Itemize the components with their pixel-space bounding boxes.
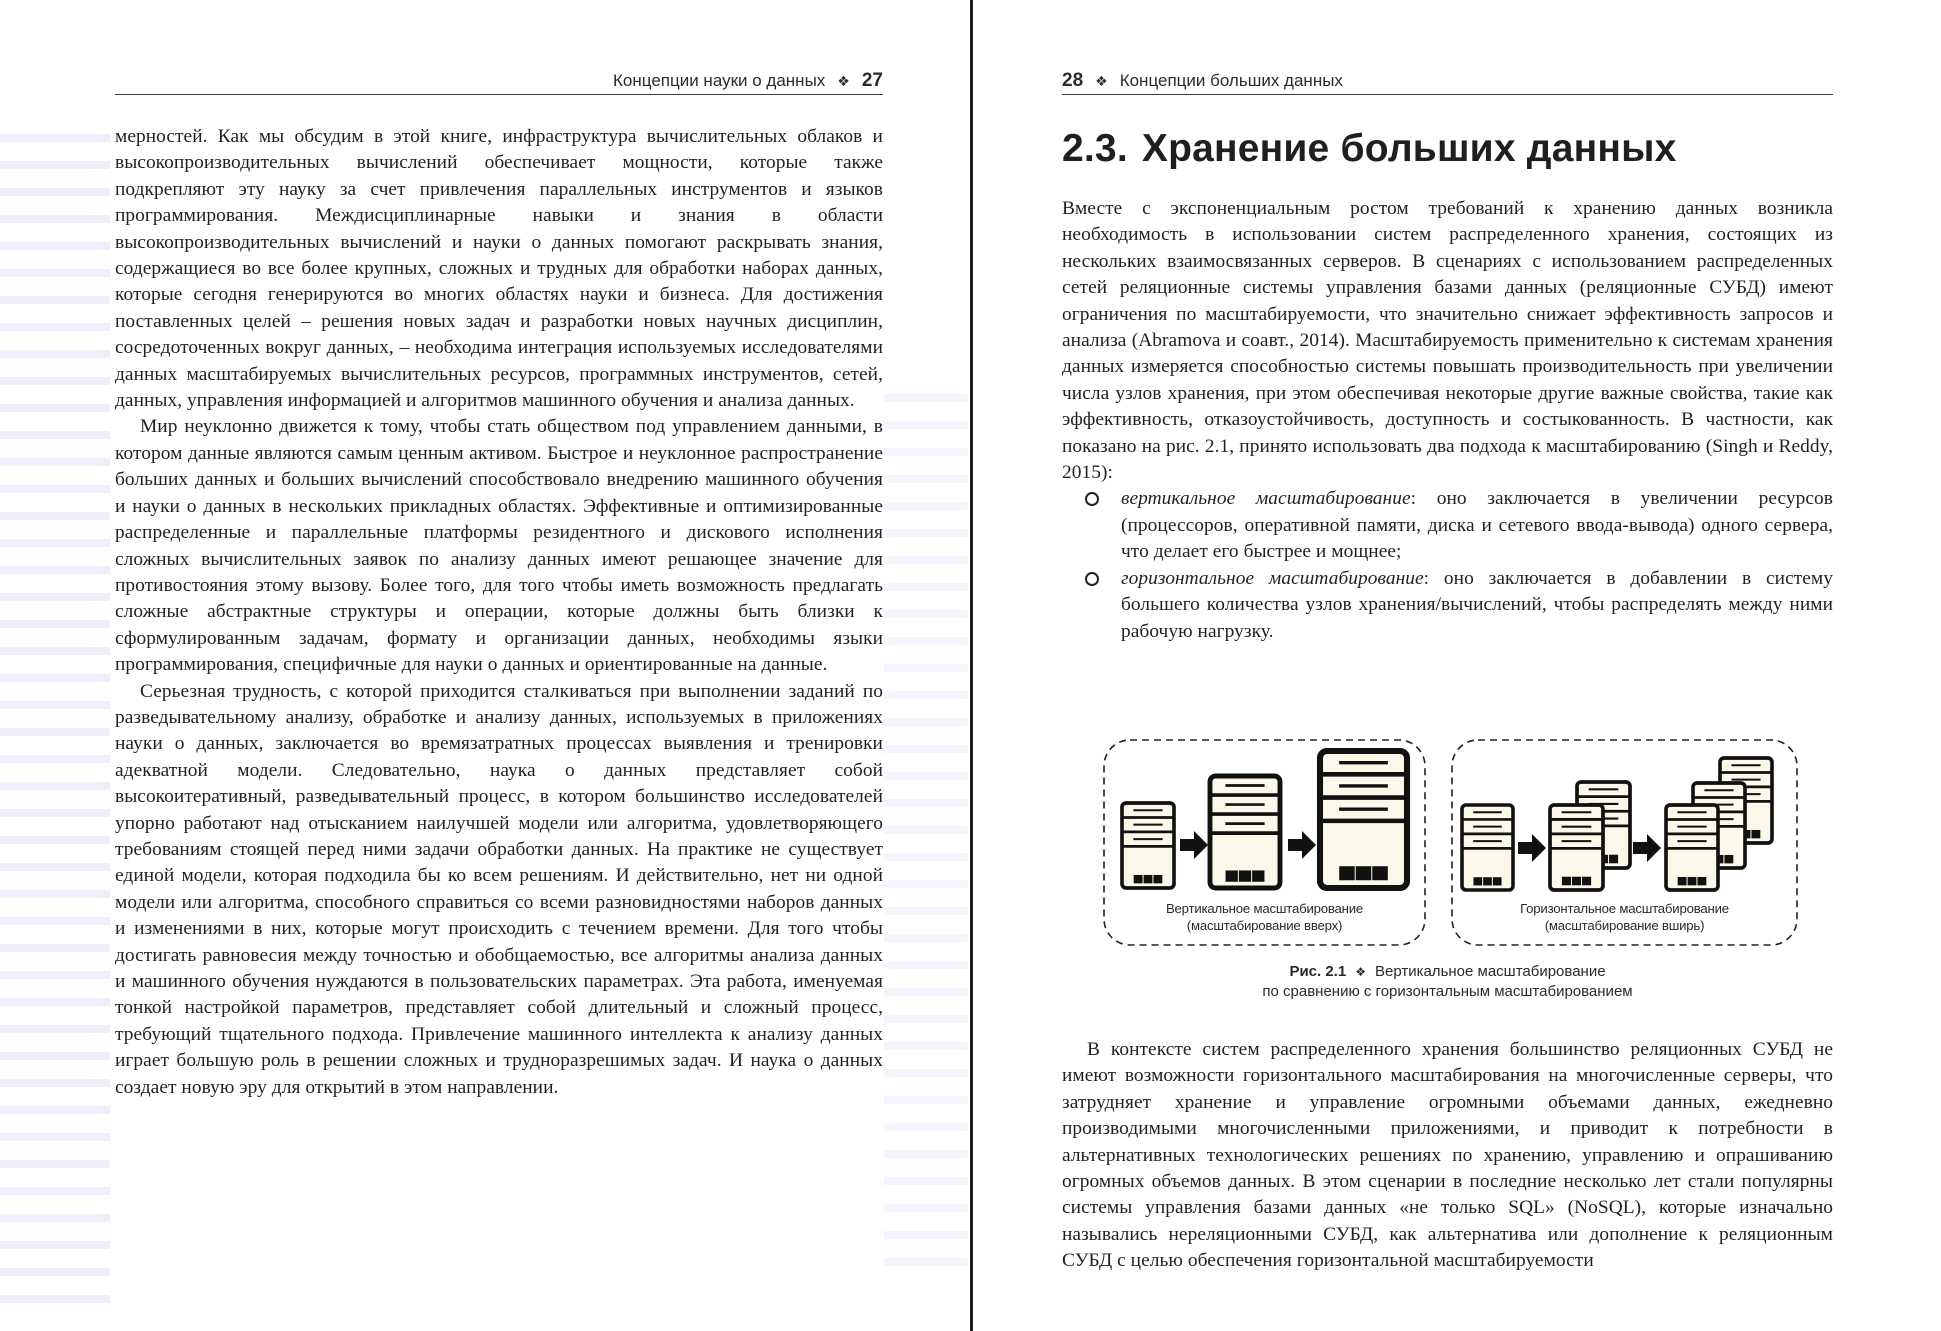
server-indicator-block xyxy=(1356,866,1372,880)
label-line: Горизонтальное масштабирование xyxy=(1520,901,1729,916)
server-indicator-block xyxy=(1239,870,1251,881)
server-indicator-block xyxy=(1724,855,1733,863)
horizontal-panel-label xyxy=(1452,900,1797,934)
definition: : оно заключается в добавлении в систему большего количества узлов хранения/вычислений, чтобы распределять между ними рабочую нагрузку. xyxy=(1121,567,1833,642)
label-line: (масштабирование вверх) xyxy=(1186,918,1343,933)
server-indicator-block xyxy=(1697,877,1706,885)
server-indicator-block xyxy=(1252,870,1264,881)
server-indicator-block xyxy=(1562,877,1571,886)
paragraph: Вместе с экспоненциальным ростом требований к хранению данных возникла необходимость в использовании систем распределенного хранения, состоящих из нескольких взаимосвязанных серверов. В сценариях с использованием распределенных сетей реляционные системы управления базами данных (реляционные СУБД) имеют ограничения по масштабируемости, что значительно снижает эффективность запросов и анализа (Abramova и соавт., 2014). Масштабируемость применительно к системам хранения данных измеряется способностью системы повышать производительность при увеличении числа узлов хранения, при этом обеспечивая некоторые другие важные свойства, такие как эффективность, отказоустойчивость, доступность и состыкованность. В частности, как показано на рис. 2.1, принято использовать два подхода к масштабированию (Singh и Reddy, 2015): xyxy=(1062,198,1833,484)
running-head-title: Концепции науки о данных xyxy=(613,71,826,90)
server-indicator-block xyxy=(1339,866,1355,880)
arrow-right-icon xyxy=(1633,834,1661,862)
server-indicator-block xyxy=(1473,877,1482,885)
server-indicator-block xyxy=(1483,877,1492,885)
server-indicator-block xyxy=(1572,877,1581,886)
paragraph: Серьезная трудность, с которой приходится сталкиваться при выполнении заданий по разведывательному анализу, обработке и анализу данных, используемых в приложениях науки о данных, заключается во времязатратных процессах выявления и тренировки адекватной модели. Следовательно, наука о данных представляет собой высокоитеративный, разведывательный процесс, в котором большинство исследователей упорно работают над отысканием наилучшей модели или алгоритма, удовлетворяющего требованиям стоящей перед ними задачи обработки данных. На практике не существует единой модели, которая подходила бы ко всем решениям. И действительно, нет ни одной модели или алгоритма, способного справиться со всеми разновидностями наборов данных и изменениями в них, которые могут происходить с течением времени. Для того чтобы достигать равновесия между точностью и обобщаемостью, все алгоритмы анализа данных и машинного обучения нуждаются в пользовательских параметрах. Эта работа, именуемая тонкой настройкой параметров, представляет собой длительный и сложный процесс, требующий тщательного подхода. Привлечение машинного интеллекта к анализу данных играет большую роль в решении сложных и трудноразрешимых задач. И наука о данных создает новую эру для открытий в этом направлении. xyxy=(115,680,883,1098)
page-bleed-through xyxy=(0,120,110,1320)
caption-number: Рис. 2.1 xyxy=(1289,963,1347,980)
label-line: Вертикальное масштабирование xyxy=(1165,901,1364,916)
arrow-right-icon xyxy=(1180,831,1208,859)
running-head-title: Концепции больших данных xyxy=(1119,71,1343,90)
label-line: (масштабирование вширь) xyxy=(1544,918,1705,933)
server-indicator-block xyxy=(1609,855,1618,864)
vertical-panel-label xyxy=(1104,900,1425,934)
section-number: 2.3. xyxy=(1062,127,1128,170)
paragraph: Мир неуклонно движется к тому, чтобы стать обществом под управлением данными, в котором данные являются самым ценным активом. Быстрое и неуклонное распространение больших данных и больших вычислений способствовало внедрению машинного обучения и науки о данных в нескольких прикладных областях. Эффективные и оптимизированные распределенные и параллельные платформы резидентного и дискового исполнения сложных вычислительных заявок по анализу данных имеют решающее значение для противостояния этому вызову. Более того, для того чтобы иметь возможность предлагать сложные абстрактные структуры и операции, которые должны быть близки к сформулированным задачам, формату и организации данных, необходимы языки программирования, специфичные для науки о данных и ориентированные на данные. xyxy=(115,416,883,676)
term: горизонтальное масштабирование xyxy=(1121,567,1424,589)
caption-line: по сравнению с горизонтальным масштабированием xyxy=(1262,983,1633,1000)
ornament-icon: ❖ xyxy=(1355,965,1366,979)
ornament-icon: ❖ xyxy=(1095,73,1108,89)
server-indicator-block xyxy=(1153,875,1162,883)
server-indicator-block xyxy=(1144,875,1153,883)
list-item xyxy=(1121,486,1833,565)
page-number: 27 xyxy=(861,70,883,91)
arrow-right-icon xyxy=(1518,834,1546,862)
caption-text: Вертикальное масштабирование xyxy=(1374,963,1606,980)
section-title: Хранение больших данных xyxy=(1141,127,1677,170)
running-head xyxy=(115,68,883,95)
server-indicator-block xyxy=(1226,870,1238,881)
section-heading xyxy=(1062,126,1677,172)
term: вертикальное масштабирование xyxy=(1121,488,1411,510)
body-text xyxy=(1062,196,1833,645)
list-item xyxy=(1121,566,1833,645)
server-indicator-block xyxy=(1751,830,1760,838)
bullet-list xyxy=(1062,486,1833,644)
server-indicator-block xyxy=(1582,877,1591,886)
ornament-icon: ❖ xyxy=(837,73,850,89)
server-indicator-block xyxy=(1134,875,1143,883)
circle-bullet-icon xyxy=(1085,492,1099,506)
page-number: 28 xyxy=(1062,70,1084,91)
server-indicator-block xyxy=(1678,877,1687,885)
server-indicator-block xyxy=(1372,866,1388,880)
server-indicator-block xyxy=(1688,877,1697,885)
server-indicator-block xyxy=(1493,877,1502,885)
paragraph: В контексте систем распределенного хранения большинство реляционных СУБД не имеют возможности горизонтального масштабирования на многочисленные серверы, что затрудняет хранение и управление огромными объемами данных, ежедневно производимыми многочисленными приложениями, и приводит к потребности в альтернативных технологических решениях по хранению, управлению и опрашиванию огромных объемов данных. В этом сценарии в последние несколько лет стали популярны системы управления базами данных «не только SQL» (NoSQL), которые изначально назывались нереляционными СУБД, как альтернатива или дополнение к реляционным СУБД с целью обеспечения горизонтальной масштабируемости xyxy=(1062,1039,1833,1272)
arrow-right-icon xyxy=(1288,831,1316,859)
circle-bullet-icon xyxy=(1085,572,1099,586)
paragraph: мерностей. Как мы обсудим в этой книге, инфраструктура вычислительных облаков и высокопроизводительных вычислений обеспечивает мощности, которые также подкрепляют эту науку за счет привлечения параллельных инструментов и языков программирования. Междисциплинарные навыки и знания в области высокопроизводительных вычислений и науки о данных помогают раскрывать знания, содержащиеся во все более крупных, сложных и трудных для обработки наборах данных, которые сегодня генерируются во многих областях науки и бизнеса. Для достижения поставленных целей – решения новых задач и разработки новых научных дисциплин, сосредоточенных вокруг данных, – необходима интеграция используемых исследователями данных масштабируемых вычислительных ресурсов, программных инструментов, сетей, данных, управления информацией и алгоритмов машинного обучения и анализа данных. xyxy=(115,126,883,412)
body-text xyxy=(1062,1037,1833,1275)
definition: : оно заключается в увеличении ресурсов (процессоров, оперативной памяти, диска и сетевого ввода-вывода) одного сервера, что делает его быстрее и мощнее; xyxy=(1121,488,1833,563)
figure-caption xyxy=(1062,962,1833,1001)
page-bleed-through xyxy=(884,380,968,1280)
page-gutter-divider xyxy=(970,0,973,1331)
caption-line xyxy=(1062,962,1833,982)
body-text xyxy=(115,124,883,1101)
running-head xyxy=(1062,68,1833,95)
